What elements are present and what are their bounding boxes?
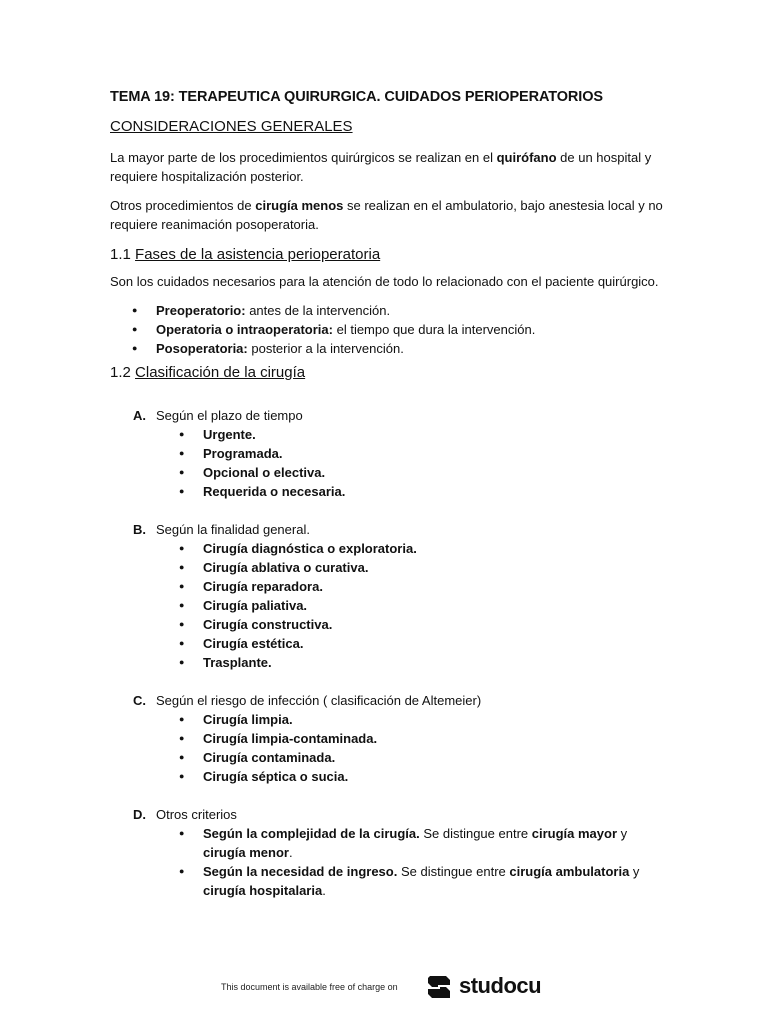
group-d-list (110, 824, 679, 900)
list-item: ● Cirugía paliativa. (179, 596, 670, 615)
list-item: ● Cirugía diagnóstica o exploratoria. (179, 539, 670, 558)
group-a: A. Según el plazo de tiempo ● Urgente. ● Programada. ● Opcional o electiva. ● Requerida o necesaria. (110, 406, 670, 501)
group-d: D. Otros criterios ● Según la complejidad de la cirugía. Se distingue entre cirugía mayor y cirugía menor. ● Según la necesidad de ingreso. Se distingue entre cirugía ambulatoria y cirugía hospitalaria. (110, 805, 670, 900)
list-item: ● Preoperatorio: antes de la intervención. (132, 301, 670, 320)
list-item: ● Cirugía constructiva. (179, 615, 670, 634)
document-body (110, 86, 670, 900)
list-item: ● Operatoria o intraoperatoria: el tiempo que dura la intervención. (132, 320, 670, 339)
paragraph-2: Otros procedimientos de cirugía menos se realizan en el ambulatorio, bajo anestesia local y no requiere reanimación posoperatoria. (110, 198, 663, 232)
list-item: ● Cirugía séptica o sucia. (179, 767, 670, 786)
document-title: TEMA 19: TERAPEUTICA QUIRURGICA. CUIDADOS PERIOPERATORIOS (110, 89, 603, 105)
list-item: ● Opcional o electiva. (179, 463, 670, 482)
group-a-list (110, 425, 670, 501)
phases-list (110, 301, 670, 358)
list-item: ● Posoperatoria: posterior a la intervención. (132, 339, 670, 358)
heading-1-2: 1.2 Clasificación de la cirugía (110, 364, 306, 381)
list-item: ● Trasplante. (179, 653, 670, 672)
list-item: ● Requerida o necesaria. (179, 482, 670, 501)
group-b: B. Según la finalidad general. ● Cirugía diagnóstica o exploratoria. ● Cirugía ablativa o curativa. ● Cirugía reparadora. ● Cirugía paliativa. ● Cirugía constructiva. ● Cirugía estética. ● Trasplante. (110, 520, 670, 672)
studocu-brand[interactable]: studocu (459, 973, 542, 998)
list-item: ● Cirugía reparadora. (179, 577, 670, 596)
list-item: ● Cirugía limpia. (179, 710, 670, 729)
list-item: ● Según la complejidad de la cirugía. Se distingue entre cirugía mayor y cirugía menor. (179, 824, 679, 862)
footer-text: This document is available free of charge on (221, 982, 398, 992)
paragraph-1: La mayor parte de los procedimientos quirúrgicos se realizan en el quirófano de un hospital y requiere hospitalización posterior. (110, 150, 652, 184)
group-c-list (110, 710, 670, 786)
paragraph-3: Son los cuidados necesarios para la atención de todo lo relacionado con el paciente quirúrgico. (110, 274, 659, 289)
list-item: ● Cirugía estética. (179, 634, 670, 653)
heading-1-1: 1.1 Fases de la asistencia perioperatoria (110, 246, 381, 263)
list-item: ● Cirugía contaminada. (179, 748, 670, 767)
list-item: ● Programada. (179, 444, 670, 463)
list-item: ● Cirugía ablativa o curativa. (179, 558, 670, 577)
section-title: CONSIDERACIONES GENERALES (110, 118, 353, 135)
list-item: ● Urgente. (179, 425, 670, 444)
list-item: ● Según la necesidad de ingreso. Se distingue entre cirugía ambulatoria y cirugía hospitalaria. (179, 862, 679, 900)
group-b-list (110, 539, 670, 672)
studocu-logo-icon[interactable] (424, 972, 454, 1002)
footer (0, 968, 768, 1008)
group-c: C. Según el riesgo de infección ( clasificación de Altemeier) ● Cirugía limpia. ● Cirugía limpia-contaminada. ● Cirugía contaminada. ● Cirugía séptica o sucia. (110, 691, 670, 786)
list-item: ● Cirugía limpia-contaminada. (179, 729, 670, 748)
